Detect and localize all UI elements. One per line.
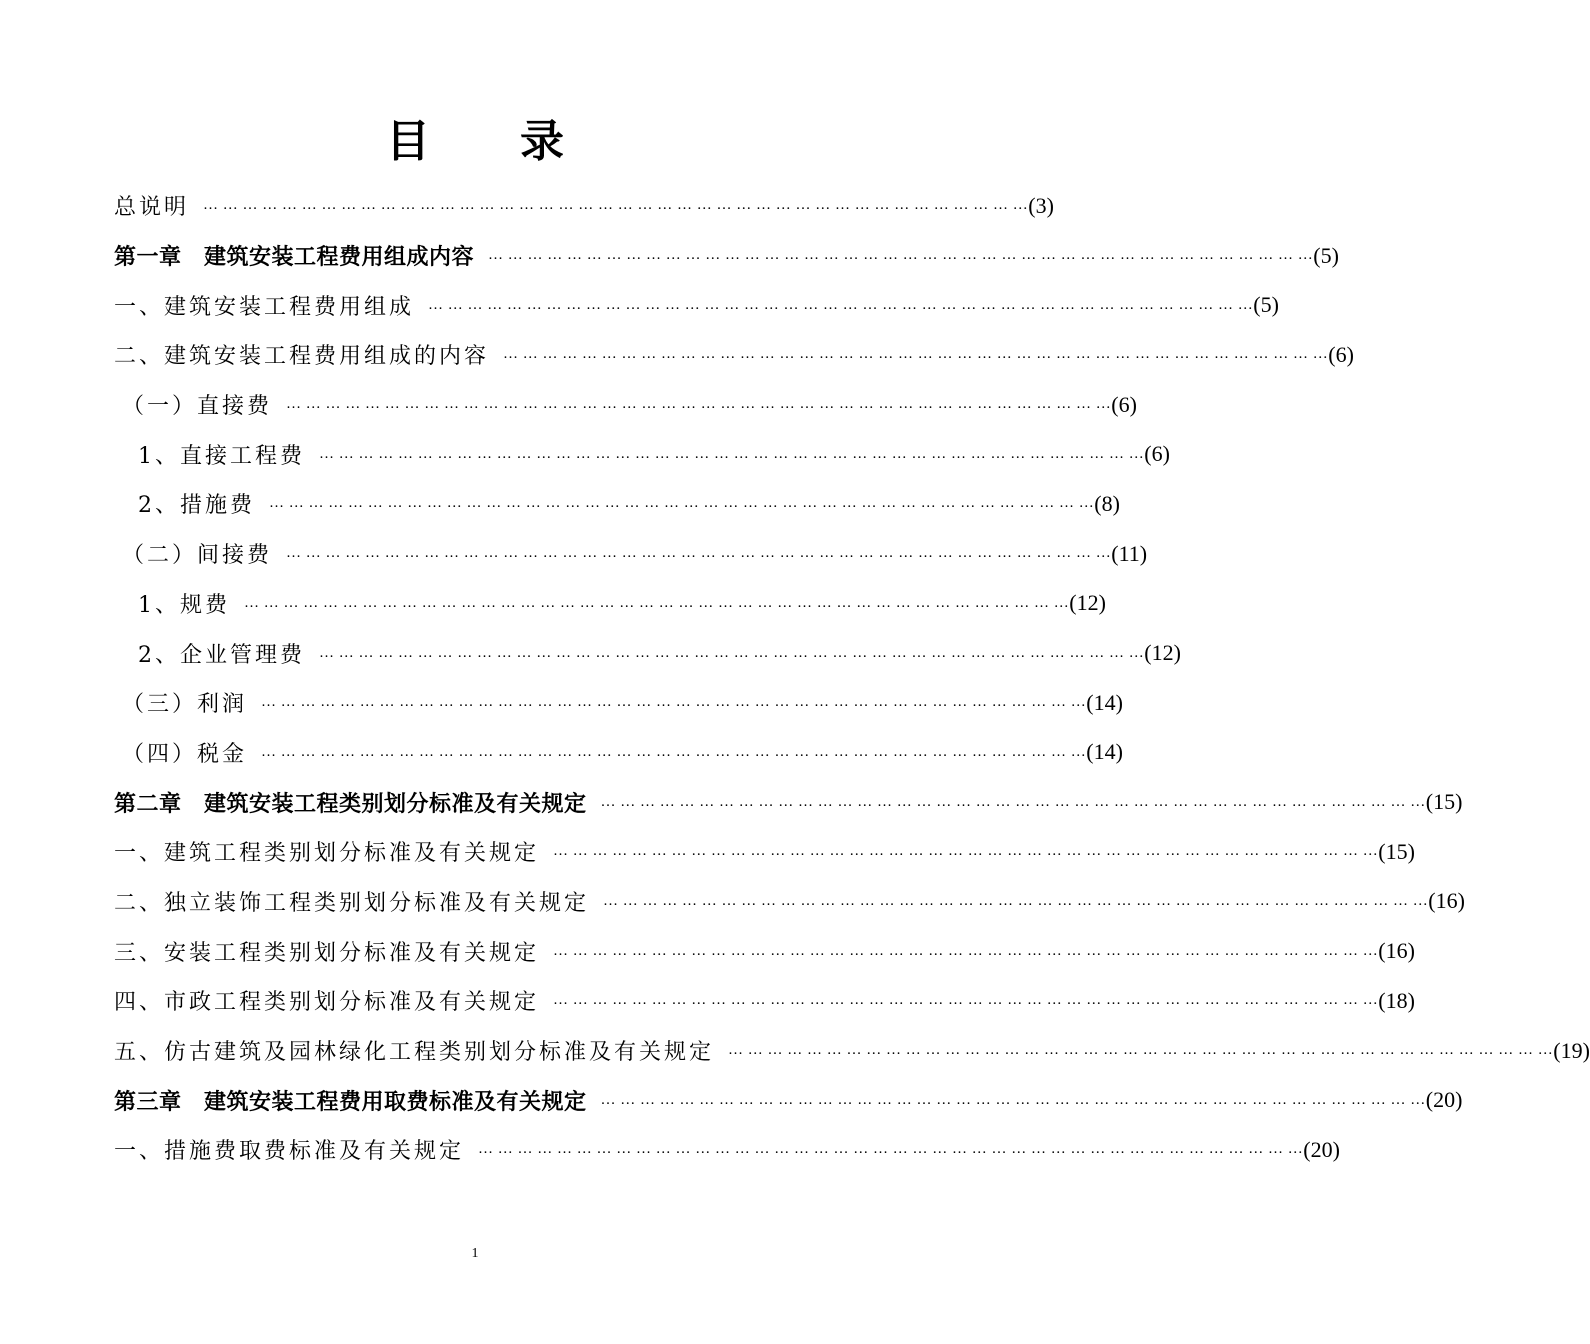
toc-leader-dots: … … … … … … … … … … … … … … … … … … … … … … … … … … … … … … … … … … … … … … … … … … bbox=[728, 1042, 1554, 1059]
toc-entry-label: 一、建筑安装工程费用组成 bbox=[114, 294, 415, 320]
toc-entry[interactable] bbox=[114, 280, 1279, 330]
toc-entry[interactable] bbox=[114, 181, 1054, 231]
toc-leader-dots: … … … … … … … … … … … … … … … … … … … … … … … … … … … … … … … … … … … … … … … … … … bbox=[244, 594, 1070, 611]
toc-leader-dots: … … … … … … … … … … … … … … … … … … … … … … … … … … … … … … … … … … … … … … … … … … bbox=[478, 1141, 1304, 1158]
toc-entry-label: 二、独立装饰工程类别划分标准及有关规定 bbox=[114, 890, 590, 916]
toc-entry-label: （四）税金 bbox=[122, 741, 248, 767]
toc-entry-label: 一、措施费取费标准及有关规定 bbox=[114, 1139, 465, 1165]
toc-entry[interactable] bbox=[114, 1125, 1340, 1175]
toc-entry-page: (16) bbox=[1378, 938, 1415, 964]
toc-entry[interactable] bbox=[114, 231, 1339, 281]
toc-entry-label: 一、建筑工程类别划分标准及有关规定 bbox=[114, 841, 540, 867]
toc-leader-dots: … … … … … … … … … … … … … … … … … … … … … … … … … … … … … … … … … … … … … … … … … … bbox=[600, 793, 1426, 810]
toc-entry[interactable] bbox=[114, 777, 1463, 827]
toc-leader-dots: … … … … … … … … … … … … … … … … … … … … … … … … … … … … … … … … … … … … … … … … … … bbox=[286, 396, 1112, 413]
toc-entry-page: (6) bbox=[1111, 391, 1137, 417]
toc-entry-page: (12) bbox=[1069, 590, 1106, 616]
toc-leader-dots: … … … … … … … … … … … … … … … … … … … … … … … … … … … … … … … … … … … … … … … … … … bbox=[261, 694, 1087, 711]
toc-entry-label: 四、市政工程类别划分标准及有关规定 bbox=[114, 990, 540, 1016]
toc-entry-label: 2、措施费 bbox=[138, 493, 255, 519]
toc-leader-dots: … … … … … … … … … … … … … … … … … … … … … … … … … … … … … … … … … … … … … … … … … … bbox=[203, 197, 1029, 214]
toc-leader-dots: … … … … … … … … … … … … … … … … … … … … … … … … … … … … … … … … … … … … … … … … … … bbox=[553, 992, 1379, 1009]
toc-entry-page: (5) bbox=[1313, 242, 1339, 268]
toc-entry-page: (11) bbox=[1111, 540, 1148, 566]
toc-entry[interactable] bbox=[114, 1075, 1463, 1125]
toc-leader-dots: … … … … … … … … … … … … … … … … … … … … … … … … … … … … … … … … … … … … … … … … … … bbox=[319, 445, 1145, 462]
toc-entry[interactable] bbox=[114, 479, 1120, 529]
toc-entry-label: （二）间接费 bbox=[122, 543, 273, 569]
toc-entry-page: (18) bbox=[1378, 987, 1415, 1013]
toc-leader-dots: … … … … … … … … … … … … … … … … … … … … … … … … … … … … … … … … … … … … … … … … … … bbox=[488, 247, 1314, 264]
toc-entry-page: (15) bbox=[1378, 838, 1415, 864]
toc-entry[interactable] bbox=[114, 976, 1415, 1026]
toc-entry-label: 1、规费 bbox=[138, 592, 230, 618]
toc-entry-page: (12) bbox=[1144, 640, 1181, 666]
toc-leader-dots: … … … … … … … … … … … … … … … … … … … … … … … … … … … … … … … … … … … … … … … … … … bbox=[603, 892, 1429, 909]
toc-entry[interactable] bbox=[114, 926, 1415, 976]
toc-entry-page: (6) bbox=[1144, 441, 1170, 467]
toc-entry-page: (20) bbox=[1303, 1136, 1340, 1162]
toc-leader-dots: … … … … … … … … … … … … … … … … … … … … … … … … … … … … … … … … … … … … … … … … … … bbox=[600, 1091, 1426, 1108]
toc-leader-dots: … … … … … … … … … … … … … … … … … … … … … … … … … … … … … … … … … … … … … … … … … … bbox=[553, 942, 1379, 959]
toc-leader-dots: … … … … … … … … … … … … … … … … … … … … … … … … … … … … … … … … … … … … … … … … … … bbox=[319, 644, 1145, 661]
toc-leader-dots: … … … … … … … … … … … … … … … … … … … … … … … … … … … … … … … … … … … … … … … … … … bbox=[553, 843, 1379, 860]
toc-entry-label: 1、直接工程费 bbox=[138, 443, 305, 469]
page-title: 目录 bbox=[386, 116, 654, 167]
toc-entry[interactable] bbox=[114, 678, 1123, 728]
toc-entry-page: (5) bbox=[1253, 292, 1279, 318]
toc-entry-page: (8) bbox=[1094, 490, 1120, 516]
toc-entry-label: （三）利润 bbox=[122, 692, 248, 718]
page-number: 1 bbox=[471, 1246, 479, 1261]
toc-entry-page: (20) bbox=[1425, 1087, 1463, 1113]
toc-entry-label: 三、安装工程类别划分标准及有关规定 bbox=[114, 940, 540, 966]
toc-entry[interactable] bbox=[114, 1026, 1590, 1076]
toc-entry-page: (16) bbox=[1428, 888, 1465, 914]
toc-entry-page: (3) bbox=[1028, 192, 1054, 218]
toc-leader-dots: … … … … … … … … … … … … … … … … … … … … … … … … … … … … … … … … … … … … … … … … … … bbox=[428, 296, 1254, 313]
toc-entry-label: 第三章 建筑安装工程费用取费标准及有关规定 bbox=[114, 1089, 587, 1115]
toc-entry-page: (19) bbox=[1553, 1037, 1590, 1063]
toc-entry[interactable] bbox=[114, 330, 1354, 380]
toc-entry-page: (14) bbox=[1086, 689, 1123, 715]
toc-entry[interactable] bbox=[114, 628, 1181, 678]
toc-entry[interactable] bbox=[114, 728, 1123, 778]
toc-entry-label: 第二章 建筑安装工程类别划分标准及有关规定 bbox=[114, 791, 587, 817]
toc-leader-dots: … … … … … … … … … … … … … … … … … … … … … … … … … … … … … … … … … … … … … … … … … … bbox=[286, 545, 1112, 562]
table-of-contents bbox=[114, 181, 1590, 1175]
toc-entry[interactable] bbox=[114, 877, 1465, 927]
toc-entry[interactable] bbox=[114, 429, 1170, 479]
toc-entry[interactable] bbox=[114, 529, 1148, 579]
toc-entry[interactable] bbox=[114, 579, 1106, 629]
toc-entry-label: 二、建筑安装工程费用组成的内容 bbox=[114, 344, 490, 370]
toc-leader-dots: … … … … … … … … … … … … … … … … … … … … … … … … … … … … … … … … … … … … … … … … … … bbox=[503, 346, 1329, 363]
toc-leader-dots: … … … … … … … … … … … … … … … … … … … … … … … … … … … … … … … … … … … … … … … … … … bbox=[269, 495, 1095, 512]
toc-entry-label: 总说明 bbox=[114, 195, 190, 221]
toc-entry-label: 2、企业管理费 bbox=[138, 642, 305, 668]
toc-entry-label: 五、仿古建筑及园林绿化工程类别划分标准及有关规定 bbox=[114, 1040, 715, 1066]
toc-leader-dots: … … … … … … … … … … … … … … … … … … … … … … … … … … … … … … … … … … … … … … … … … … bbox=[261, 743, 1087, 760]
toc-entry-page: (15) bbox=[1425, 789, 1463, 815]
toc-entry-page: (14) bbox=[1086, 739, 1123, 765]
toc-entry-page: (6) bbox=[1328, 341, 1354, 367]
toc-entry[interactable] bbox=[114, 827, 1415, 877]
toc-entry-label: 第一章 建筑安装工程费用组成内容 bbox=[114, 245, 475, 271]
toc-entry-label: （一）直接费 bbox=[122, 394, 273, 420]
toc-entry[interactable] bbox=[114, 380, 1137, 430]
